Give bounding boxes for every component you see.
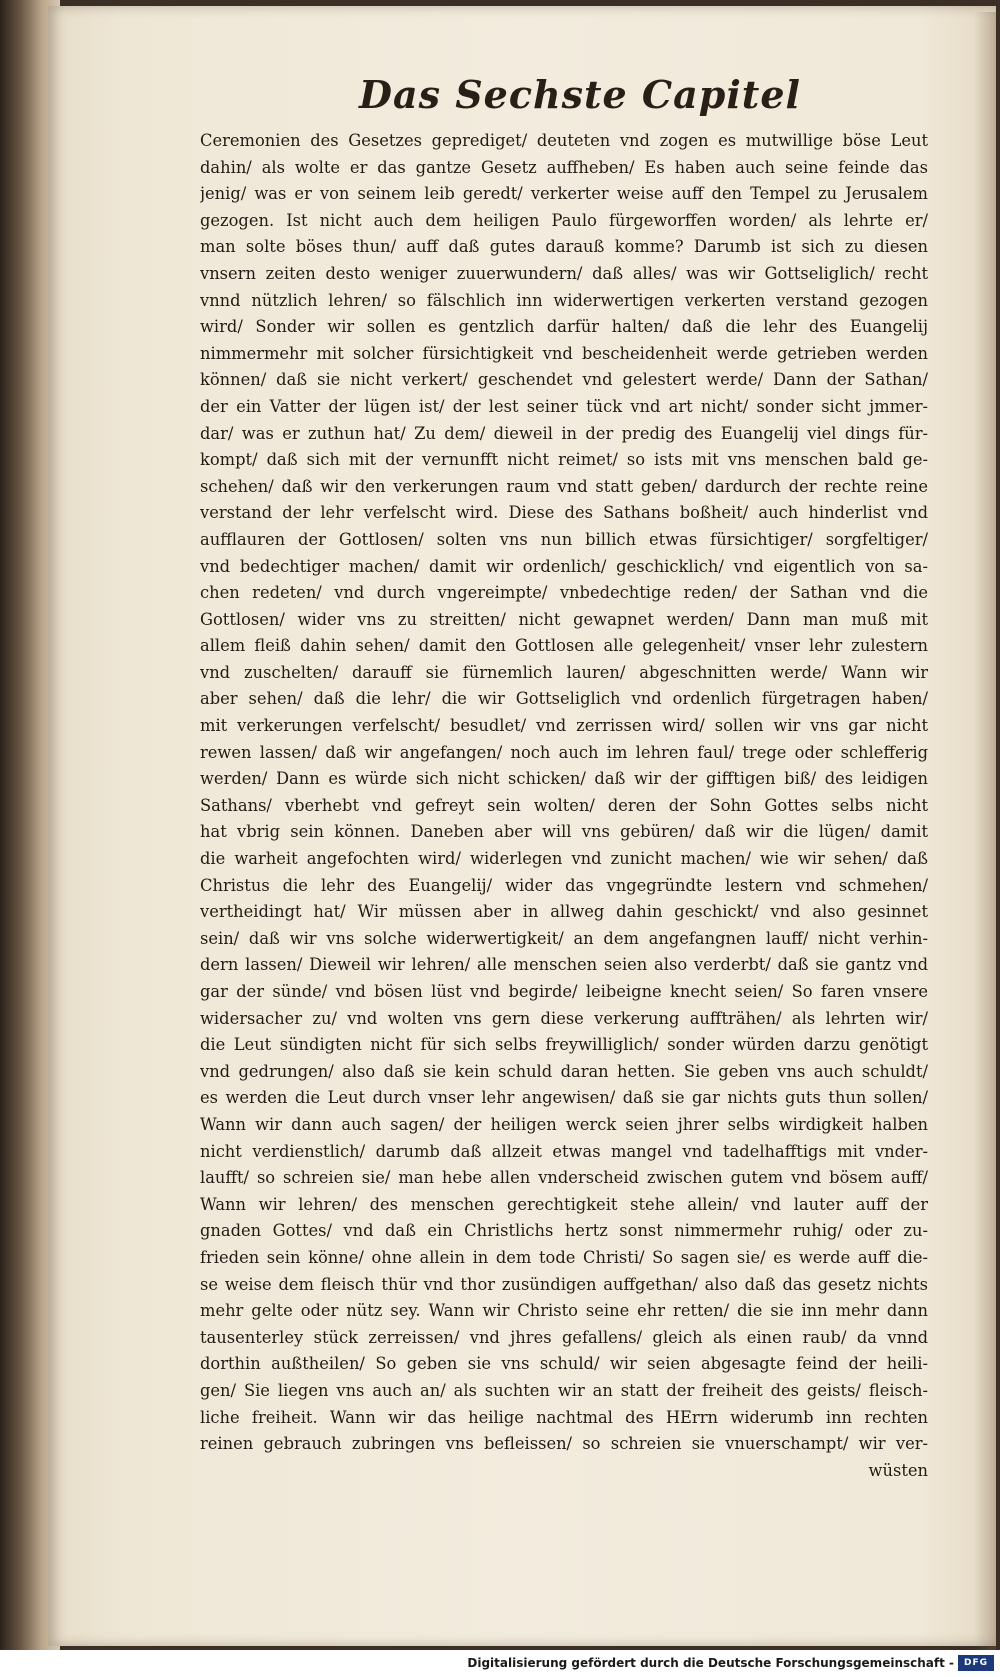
text-line: nimmermehr mit solcher fürsichtigkeit vnd bescheidenheit werde getrieben werden [200, 343, 928, 363]
text-line: kompt/ daß sich mit der vernunfft nicht reimet/ so ists mit vns menschen bald ge- [200, 450, 928, 470]
text-line: vnd gedrungen/ also daß sie kein schuld daran hetten. Sie geben vns auch schuldt/ [200, 1061, 928, 1081]
funding-notice: Digitalisierung gefördert durch die Deutsche Forschungsgemeinschaft - [467, 1656, 954, 1670]
body-text [200, 128, 928, 1484]
text-line: gezogen. Ist nicht auch dem heiligen Paulo fürgeworffen worden/ als lehrte er/ [200, 210, 928, 230]
text-line: wüsten [868, 1460, 928, 1480]
text-line: es werden die Leut durch vnser lehr angewisen/ daß sie gar nichts guts thun sollen/ [200, 1088, 928, 1108]
text-line: sein/ daß wir vns solche widerwertigkeit/ an dem angefangnen lauff/ nicht verhin- [200, 928, 928, 948]
text-line: dern lassen/ Dieweil wir lehren/ alle menschen seien also verderbt/ daß sie gantz vnd [200, 955, 928, 975]
text-line: vnd zuschelten/ darauff sie fürnemlich lauren/ abgeschnitten werde/ Wann wir [200, 662, 928, 682]
chapter-header [0, 72, 1000, 117]
text-line: der ein Vatter der lügen ist/ der lest seiner tück vnd art nicht/ sonder sicht jmmer- [200, 396, 928, 416]
chapter-header-text: Das Sechste Capitel [359, 72, 801, 117]
text-line: rewen lassen/ daß wir angefangen/ noch auch im lehren faul/ trege oder schlefferig [200, 742, 928, 762]
text-line: reinen gebrauch zubringen vns befleissen/ so schreien sie vnuerschampt/ wir ver- [200, 1434, 928, 1454]
text-line: Gottlosen/ wider vns zu streitten/ nicht gewapnet werden/ Dann man muß mit [200, 609, 928, 629]
page-right-shadow [974, 12, 996, 1652]
text-line: Sathans/ vberhebt vnd gefreyt sein wolten/ deren der Sohn Gottes selbs nicht [200, 795, 928, 815]
footer-bar [0, 1650, 1000, 1677]
text-line: werden/ Dann es würde sich nicht schicken/ daß wir der gifftigen biß/ des leidigen [200, 769, 928, 789]
text-line: gnaden Gottes/ vnd daß ein Christlichs hertz sonst nimmermehr ruhig/ oder zu- [200, 1221, 928, 1241]
text-line: verstand der lehr verfelscht wird. Diese des Sathans boßheit/ auch hinderlist vnd [200, 503, 928, 523]
text-line: mehr gelte oder nütz sey. Wann wir Christo seine ehr retten/ die sie inn mehr dann [200, 1301, 928, 1321]
text-line: dahin/ als wolte er das gantze Gesetz auffheben/ Es haben auch seine feinde das [200, 157, 928, 177]
text-line: jenig/ was er von seinem leib geredt/ verkerter weise auff den Tempel zu Jerusalem [200, 184, 928, 204]
text-line: widersacher zu/ vnd wolten vns gern diese verkerung auffträhen/ als lehrten wir/ [200, 1008, 928, 1028]
text-line: aufflauren der Gottlosen/ solten vns nun billich etwas fürsichtiger/ sorgfeltiger/ [200, 529, 928, 549]
text-line: allem fleiß dahin sehen/ damit den Gottlosen alle gelegenheit/ vnser lehr zulestern [200, 636, 928, 656]
text-line: Ceremonien des Gesetzes geprediget/ deuteten vnd zogen es mutwillige böse Leut [200, 131, 928, 150]
text-line: dorthin außtheilen/ So geben sie vns schuld/ wir seien abgesagte feind der heili- [200, 1354, 928, 1374]
text-line: vertheidingt hat/ Wir müssen aber in allweg dahin geschickt/ vnd also gesinnet [200, 902, 928, 922]
text-line: vnnd nützlich lehren/ so fälschlich inn widerwertigen verkerten verstand gezogen [200, 290, 928, 310]
text-line: aber sehen/ daß die lehr/ die wir Gottseliglich vnd ordenlich fürgetragen haben/ [200, 689, 928, 709]
text-line: mit verkerungen verfelscht/ besudlet/ vnd zerrissen wird/ sollen wir vns gar nicht [200, 716, 928, 736]
text-line: tausenterley stück zerreissen/ vnd jhres gefallens/ gleich als einen raub/ da vnnd [200, 1327, 928, 1347]
text-line: die Leut sündigten nicht für sich selbs freywilliglich/ sonder würden darzu genötigt [200, 1035, 928, 1055]
text-line: vnsern zeiten desto weniger zuuerwundern/ daß alles/ was wir Gottseliglich/ recht [200, 263, 928, 283]
text-line: wird/ Sonder wir sollen es gentzlich darfür halten/ daß die lehr des Euangelij [200, 317, 928, 337]
text-line: Christus die lehr des Euangelij/ wider das vngegründte lestern vnd schmehen/ [200, 875, 928, 895]
text-line: man solte böses thun/ auff daß gutes darauß komme? Darumb ist sich zu diesen [200, 237, 928, 257]
text-line: vnd bedechtiger machen/ damit wir ordenlich/ geschicklich/ vnd eigentlich von sa- [200, 556, 928, 576]
text-line: nicht verdienstlich/ darumb daß allzeit etwas mangel vnd tadelhafftigs mit vnder- [200, 1141, 928, 1161]
text-line: können/ daß sie nicht verkert/ geschendet vnd gelestert werde/ Dann der Sathan/ [200, 370, 928, 390]
text-line: hat vbrig sein können. Daneben aber will vns gebüren/ daß wir die lügen/ damit [200, 822, 928, 842]
text-line: gen/ Sie liegen vns auch an/ als suchten wir an statt der freiheit des geists/ fleisch- [200, 1380, 928, 1400]
text-line: dar/ was er zuthun hat/ Zu dem/ dieweil in der predig des Euangelij viel dings für- [200, 423, 928, 443]
text-line: Wann wir dann auch sagen/ der heiligen werck seien jhrer selbs wirdigkeit halben [200, 1114, 928, 1134]
text-line: schehen/ daß wir den verkerungen raum vnd statt geben/ dardurch der rechte reine [200, 476, 928, 496]
text-line: frieden sein könne/ ohne allein in dem tode Christi/ So sagen sie/ es werde auff die- [200, 1247, 928, 1267]
text-line: liche freiheit. Wann wir das heilige nachtmal des HErrn widerumb inn rechten [200, 1407, 928, 1427]
dfg-logo-icon: DFG [958, 1655, 994, 1671]
text-line: laufft/ so schreien sie/ man hebe allen vnderscheid zwischen gutem vnd bösem auff/ [200, 1168, 928, 1188]
text-line: die warheit angefochten wird/ widerlegen vnd zunicht machen/ wie wir sehen/ daß [200, 849, 928, 869]
text-line: se weise dem fleisch thür vnd thor zusündigen auffgethan/ also daß das gesetz nichts [200, 1274, 928, 1294]
text-line: Wann wir lehren/ des menschen gerechtigkeit stehe allein/ vnd lauter auff der [200, 1194, 928, 1214]
text-line: chen redeten/ vnd durch vngereimpte/ vnbedechtige reden/ der Sathan vnd die [200, 583, 928, 603]
text-line: gar der sünde/ vnd bösen lüst vnd begirde/ leibeigne knecht seien/ So faren vnsere [200, 982, 928, 1001]
